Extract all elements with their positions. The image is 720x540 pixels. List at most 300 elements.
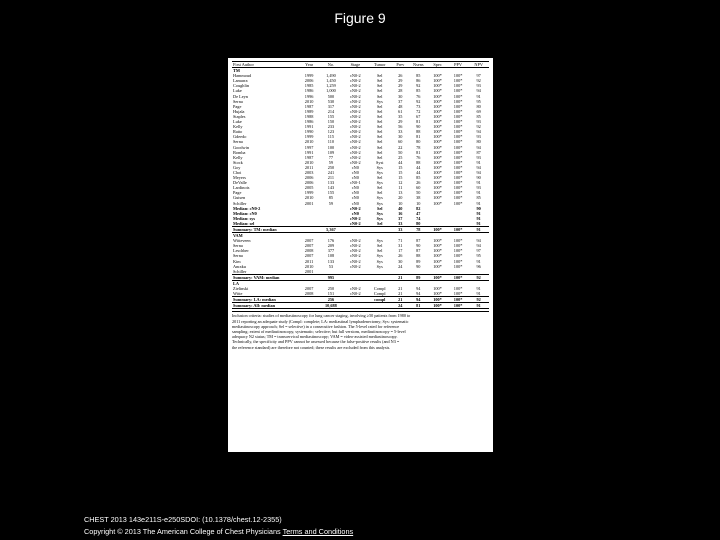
table-cell: Sel — [377, 220, 383, 226]
table-cell: 81 — [416, 134, 421, 140]
table-cell: 2001 — [304, 268, 314, 274]
table-cell: 100* — [433, 263, 442, 269]
table-cell: cN0 — [351, 195, 359, 201]
table-cell: 93 — [476, 134, 481, 140]
table-cell: Bomba — [233, 149, 246, 155]
table-cell: 30 — [398, 258, 403, 264]
table-cell: 155 — [327, 190, 335, 196]
table-cell: Compl — [373, 286, 386, 292]
table-cell: 100* — [448, 303, 469, 309]
table-cell: 85 — [416, 88, 421, 94]
table-cell: 81 — [416, 149, 421, 155]
table-cell: 108 — [327, 253, 335, 259]
table-notes — [232, 311, 489, 349]
column-header: Year — [299, 62, 320, 68]
table-cell: 10 — [416, 200, 421, 206]
table-cell: Kelly — [233, 154, 243, 160]
table-cell: 2007 — [304, 286, 314, 292]
table-cell: 38 — [416, 195, 421, 201]
table-cell: 176 — [327, 238, 335, 244]
table-cell: 100* — [453, 154, 463, 160]
table-cell: 1991 — [304, 149, 314, 155]
table-cell: 109 — [327, 149, 335, 155]
table-cell: Serna — [233, 243, 243, 249]
table-cell: Witteveen — [233, 238, 251, 244]
table-cell: 100* — [433, 78, 442, 84]
table-cell: 1,259 — [326, 83, 336, 89]
table-cell: 1,000 — [326, 88, 336, 94]
table-cell: Meyers — [233, 175, 246, 181]
table-cell: Sel — [377, 124, 383, 130]
table-cell: 90 — [476, 205, 481, 211]
table-cell: Serna — [233, 253, 243, 259]
table-cell: 100* — [453, 103, 463, 109]
table-cell: Sys — [376, 253, 383, 259]
table-cell: Staples — [233, 113, 246, 119]
table-cell: Kim — [233, 258, 241, 264]
table-cell: 1991 — [304, 124, 314, 130]
table-cell: 1988 — [304, 113, 314, 119]
table-cell: cN0 — [351, 190, 359, 196]
table-cell — [368, 303, 391, 309]
table-cell: Serna — [233, 98, 243, 104]
column-header: Nsens — [409, 62, 427, 68]
table-cell: cN0 — [351, 164, 359, 170]
table-cell: 100* — [433, 98, 442, 104]
table-cell: 85 — [416, 175, 421, 181]
table-cell: 82 — [416, 205, 421, 211]
table-cell: 10 — [398, 200, 403, 206]
table-cell: 100* — [453, 164, 463, 170]
table-cell: 81 — [409, 303, 427, 309]
table-cell: 60 — [398, 139, 403, 145]
table-cell: cN0-2 — [349, 108, 361, 114]
table-cell: 100* — [453, 78, 463, 84]
table-cell: 1999 — [304, 190, 314, 196]
table-cell: 100* — [433, 93, 442, 99]
table-cell: 2007 — [304, 243, 314, 249]
table-cell: 92 — [468, 274, 489, 280]
table-cell: 2010 — [304, 159, 314, 165]
table-cell: 100* — [427, 227, 448, 233]
table-cell: 1,450 — [326, 78, 336, 84]
table-cell: Sel — [377, 93, 383, 99]
table-cell: 100* — [448, 227, 469, 233]
table-cell: 100* — [453, 93, 463, 99]
table-cell: cN0-2 — [349, 286, 361, 292]
copyright-line — [84, 527, 353, 536]
table-cell: Sel — [377, 134, 383, 140]
table-cell: cN0-2 — [349, 220, 361, 226]
table-cell: 1987 — [304, 103, 314, 109]
table-cell: compl — [368, 297, 391, 303]
table-cell: Sys — [376, 200, 383, 206]
table-cell: 209 — [327, 243, 335, 249]
table-cell: Sel — [377, 149, 383, 155]
table-cell: 97 — [476, 73, 481, 79]
table-cell: 21 — [391, 274, 409, 280]
table-cell: 91 — [476, 180, 481, 186]
table-cell: 256 — [319, 297, 342, 303]
copyright-text: Copyright © 2013 The American College of Chest Physicians — [84, 527, 283, 536]
section-label: TM — [233, 68, 240, 74]
table-cell: cN0-2 — [349, 93, 361, 99]
table-cell: 88 — [416, 129, 421, 135]
table-cell: 29 — [398, 119, 403, 125]
table-cell: 100* — [433, 286, 442, 292]
table-cell: Sel — [377, 190, 383, 196]
table-cell: cN0-2 — [349, 253, 361, 259]
table-cell: Luke — [233, 119, 242, 125]
table-cell: Page — [233, 103, 242, 109]
table-cell: 123 — [327, 129, 335, 135]
table-cell: Witte — [233, 291, 243, 297]
note-line: Technically, the specificity and PPV cannot be assessed because the false-positive results (and N3 = — [232, 339, 400, 345]
table-cell: 530 — [327, 98, 335, 104]
table-cell: Ratto — [233, 129, 243, 135]
table-cell: 100* — [453, 243, 463, 249]
table-cell: 100* — [453, 248, 463, 254]
table-cell: 1996 — [304, 93, 314, 99]
table-cell: Goodwin — [233, 144, 249, 150]
table-cell: Summary: LA: median — [232, 297, 299, 303]
table-cell: 100* — [453, 83, 463, 89]
table-cell: 100* — [427, 274, 448, 280]
table-cell: cN0-2 — [349, 73, 361, 79]
table-cell: 15 — [398, 169, 403, 175]
table-cell: 33 — [391, 227, 409, 233]
table-cell: 233 — [327, 124, 335, 130]
table-cell: cN0-2 — [349, 103, 361, 109]
table-cell: Median: cN0-2 — [233, 205, 261, 211]
table-cell: 100* — [433, 103, 442, 109]
table-cell: Sel — [377, 108, 383, 114]
table-cell: 86 — [416, 78, 421, 84]
table-cell: cN0-2 — [349, 119, 361, 125]
table-cell: cN0-2 — [349, 238, 361, 244]
table-cell: 100* — [453, 190, 463, 196]
table-cell: Leschber — [233, 248, 249, 254]
table-cell: 29 — [398, 78, 403, 84]
table-cell: 80 — [416, 220, 421, 226]
table-cell: 90 — [476, 175, 481, 181]
table-cell: cN0-2 — [349, 88, 361, 94]
table-cell: 100* — [453, 149, 463, 155]
section-label: LA — [233, 280, 239, 286]
table-cell: 72 — [416, 108, 421, 114]
table-cell: 100* — [453, 119, 463, 125]
table-cell: 91 — [468, 303, 489, 309]
table-cell: 26 — [398, 73, 403, 79]
table-cell: 87 — [416, 238, 421, 244]
table-cell: Sel — [377, 119, 383, 125]
table-cell: 91 — [468, 227, 489, 233]
table-cell: 1999 — [304, 73, 314, 79]
table-cell: Sys — [376, 169, 383, 175]
table-cell: 150 — [327, 119, 335, 125]
table-cell: Zielinski — [233, 286, 249, 292]
table-cell: 100* — [453, 238, 463, 244]
table-cell: 100* — [433, 73, 442, 79]
table-cell: 1987 — [304, 154, 314, 160]
table-cell: 93 — [476, 185, 481, 191]
table-cell: 94 — [416, 291, 421, 297]
table-cell: 100* — [453, 195, 463, 201]
table-cell: 1997 — [304, 144, 314, 150]
table-cell: 110 — [327, 139, 335, 145]
table-cell: Summary: TM: median — [232, 227, 299, 233]
table-cell: 33 — [398, 220, 403, 226]
table-cell — [299, 303, 320, 309]
table-cell: Goy — [233, 164, 241, 170]
table-cell: 30 — [398, 134, 403, 140]
table-cell: 91 — [476, 93, 481, 99]
table-cell: 250 — [327, 286, 335, 292]
table-cell: 100* — [433, 124, 442, 130]
table-cell: 44 — [398, 159, 403, 165]
table-cell — [343, 303, 369, 309]
column-header: First Author — [232, 62, 299, 68]
table-cell: 2011 — [304, 258, 314, 264]
table-cell: 13 — [398, 190, 403, 196]
table-cell: 74 — [416, 215, 421, 221]
table-cell: 100* — [433, 195, 442, 201]
table-cell: cN0-2 — [349, 113, 361, 119]
terms-link[interactable]: Terms and Conditions — [282, 527, 354, 536]
table-cell: 16 — [398, 210, 403, 216]
column-header: Prev — [391, 62, 409, 68]
table-cell: 100* — [433, 154, 442, 160]
table-cell: 214 — [327, 108, 335, 114]
table-cell: 91 — [476, 200, 481, 206]
table-cell: Sel — [377, 205, 383, 211]
table-cell: 100* — [433, 159, 442, 165]
table-cell: 100* — [433, 119, 442, 125]
table-cell: 94 — [476, 238, 481, 244]
table-cell: cN0 — [351, 175, 359, 181]
table-cell: 85 — [476, 113, 481, 119]
table-cell: 80 — [476, 139, 481, 145]
table-cell: 47 — [416, 210, 421, 216]
table-cell: Schiller — [233, 268, 247, 274]
table-cell: 22 — [398, 144, 403, 150]
table-cell: Page — [233, 190, 242, 196]
table-cell: Gdeedo — [233, 134, 247, 140]
table-cell: cN0-2 — [349, 205, 361, 211]
table-cell: 2001 — [304, 200, 314, 206]
table-cell: cN0-2 — [349, 83, 361, 89]
table-cell: 96 — [476, 263, 481, 269]
table-cell: 317 — [327, 103, 335, 109]
table-cell: 100* — [433, 243, 442, 249]
table-cell: 80 — [416, 139, 421, 145]
table-cell: Coughlin — [233, 83, 249, 89]
table-cell: 500 — [327, 93, 335, 99]
table-cell: 94 — [476, 129, 481, 135]
table-cell: 95 — [476, 253, 481, 259]
table-cell: 100* — [433, 253, 442, 259]
table-cell: 44 — [416, 169, 421, 175]
note-line: 2011 reporting an adequate study (Compl: complete; LA: mediastinal lymphadenectomy; Sys: systematic — [232, 318, 409, 324]
table-cell: 60 — [416, 185, 421, 191]
table-cell: 100* — [433, 134, 442, 140]
table-cell: Sel — [377, 185, 383, 191]
table-cell: 100* — [453, 88, 463, 94]
table-cell: 100* — [433, 149, 442, 155]
table-cell: Hammoud — [233, 73, 252, 79]
table-cell: 94 — [416, 286, 421, 292]
section-label: VAM — [233, 233, 243, 239]
grand-summary-row — [232, 303, 489, 309]
table-cell: 100* — [427, 297, 448, 303]
table-cell: Sel — [377, 113, 383, 119]
table-cell: 100* — [448, 274, 469, 280]
table-cell: cN0-2 — [349, 139, 361, 145]
table-cell: 2011 — [304, 164, 314, 170]
table-cell: 241 — [327, 169, 335, 175]
table-cell: Kelly — [233, 124, 243, 130]
note-line: the reference standard) are therefore not counted; these results are excluded from this analysis. — [232, 344, 391, 350]
table-cell: 100* — [448, 297, 469, 303]
table-cell: 85 — [476, 195, 481, 201]
note-line: Inclusion criteria: studies of mediastinoscopy for lung cancer staging, involving ≥50 patients from 1980 to — [232, 313, 411, 319]
table-cell: Sel — [377, 103, 383, 109]
table-cell: Sel — [377, 243, 383, 249]
column-header: Tumor — [368, 62, 391, 68]
table-cell: 85 — [328, 195, 334, 201]
citation-line: CHEST 2013 143e211S-e250SDOI: (10.1378/chest.12-2355) — [84, 515, 282, 524]
figure-title: Figure 9 — [334, 10, 386, 26]
table-cell: Sys — [376, 180, 383, 186]
table-cell: Sel — [377, 73, 383, 79]
table-cell: 100* — [433, 200, 442, 206]
table-cell: 91 — [476, 210, 481, 216]
table-cell: 17 — [398, 248, 403, 254]
table-cell: 100 — [327, 144, 335, 150]
table-cell: cN0-2 — [349, 243, 361, 249]
table-cell: 100* — [453, 124, 463, 130]
table-cell: 100* — [433, 83, 442, 89]
table-cell: 155 — [327, 113, 335, 119]
note-line: mediastinoscopy approach; Sel = selective) in a consecutive fashion. The 5-level rated for reference — [232, 323, 400, 329]
table-cell: 21 — [398, 286, 403, 292]
table-cell: 100* — [433, 144, 442, 150]
table-cell: 97 — [476, 248, 481, 254]
table-cell: cN0-2 — [349, 215, 361, 221]
table-cell: Sys — [376, 258, 383, 264]
table-cell: 100* — [433, 88, 442, 94]
table-cell: Sel — [377, 248, 383, 254]
table-cell: cN0-2 — [349, 124, 361, 130]
table-cell: 85 — [416, 73, 421, 79]
table-cell: 53 — [328, 263, 334, 269]
table-cell: Sel — [377, 78, 383, 84]
table-cell: 1986 — [304, 88, 314, 94]
table-cell: cN0-2 — [349, 129, 361, 135]
table-cell: 95 — [476, 98, 481, 104]
table-cell: 2003 — [304, 169, 314, 175]
table-cell: 90 — [416, 124, 421, 130]
table-cell: 100* — [453, 159, 463, 165]
table-cell: 30 — [398, 93, 403, 99]
table-cell: 100* — [453, 286, 463, 292]
table-cell: De Leyn — [233, 93, 248, 99]
table-cell: 94 — [409, 297, 427, 303]
table-cell: Sys — [376, 98, 383, 104]
table-cell: Anraku — [233, 263, 246, 269]
table-cell: 88 — [416, 253, 421, 259]
table-cell: Sel — [377, 175, 383, 181]
table-cell: Sys — [376, 195, 383, 201]
table-cell: Sel — [377, 129, 383, 135]
table-cell: 100* — [453, 180, 463, 186]
table-cell: 67 — [416, 113, 421, 119]
table-cell: 12 — [398, 180, 403, 186]
table-cell: 15 — [398, 164, 403, 170]
table-cell: 69 — [476, 108, 481, 114]
table-cell: 100* — [427, 303, 448, 309]
table-cell: Lardinois — [233, 185, 250, 191]
table-cell: cN0-2 — [349, 291, 361, 297]
table-cell: 93 — [476, 83, 481, 89]
column-header: No. — [319, 62, 342, 68]
table-cell: Luke — [233, 88, 242, 94]
table-cell: 100* — [453, 98, 463, 104]
table-cell: 143 — [327, 185, 335, 191]
table-cell: 92 — [416, 83, 421, 89]
table-cell: Choi — [233, 169, 242, 175]
table-cell: 91 — [476, 190, 481, 196]
table-cell: cN0 — [351, 200, 359, 206]
table-cell: 76 — [416, 154, 421, 160]
table-cell: cN0-2 — [349, 144, 361, 150]
table-body — [232, 68, 489, 309]
table-cell: 2005 — [304, 185, 314, 191]
table-cell: Median: cN0 — [233, 210, 257, 216]
table-cell: 90 — [416, 263, 421, 269]
table-cell: cN0-2 — [349, 248, 361, 254]
table-cell: Sel — [377, 144, 383, 150]
table-cell: 1999 — [304, 134, 314, 140]
table-cell: 24 — [391, 303, 409, 309]
table-cell: 100* — [433, 258, 442, 264]
table-cell: cN0-2 — [349, 258, 361, 264]
table-cell: 48 — [398, 103, 403, 109]
table-cell: 100* — [433, 291, 442, 297]
table-cell: Stock — [233, 159, 243, 165]
table-cell: 2006 — [304, 180, 314, 186]
table-cell: 100* — [433, 180, 442, 186]
table-cell: 100* — [453, 253, 463, 259]
table-cell: Sel — [377, 83, 383, 89]
table-cell: Hujala — [233, 108, 245, 114]
table-cell: 2010 — [304, 139, 314, 145]
column-header: Spec — [427, 62, 448, 68]
table-cell: 21 — [398, 291, 403, 297]
table-cell: 2010 — [304, 195, 314, 201]
table-cell: 15 — [398, 175, 403, 181]
table-cell: 995 — [319, 274, 342, 280]
table-cell: cN0 — [351, 169, 359, 175]
table-cell: cN0-2 — [349, 98, 361, 104]
column-header: Stage — [343, 62, 369, 68]
table-cell: 151 — [327, 291, 335, 297]
table-cell: 100* — [453, 258, 463, 264]
table-cell: 133 — [327, 258, 335, 264]
table-cell: 2008 — [304, 291, 314, 297]
column-header: PPV — [448, 62, 469, 68]
table-cell: 100* — [433, 175, 442, 181]
